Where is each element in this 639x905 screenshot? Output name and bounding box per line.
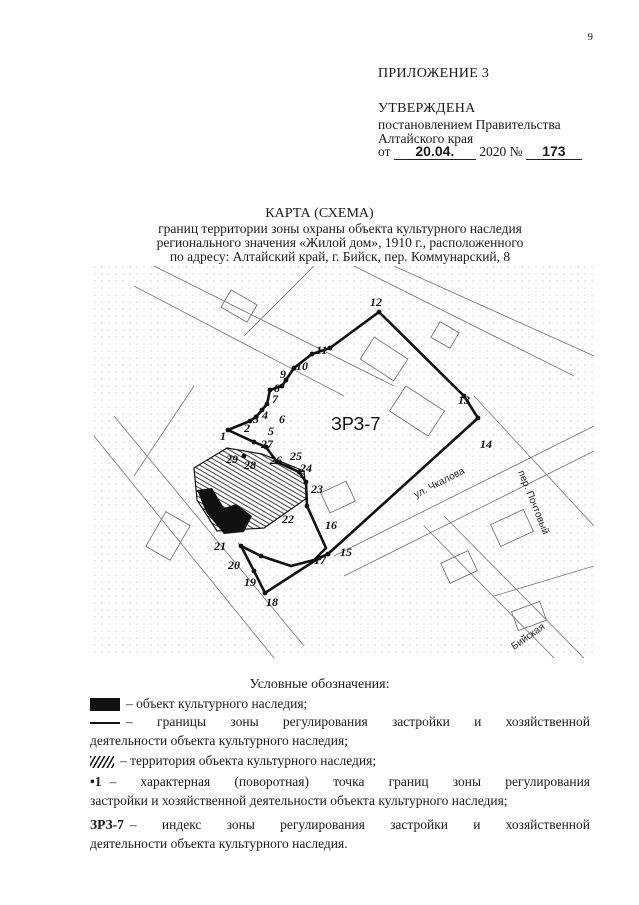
street-label-pochtovy: пер. Почтовый: [515, 469, 551, 537]
legend-text-point-2: застройки и хозяйственной деятельности объекта культурного наследия;: [90, 793, 508, 808]
point-label-6: 6: [279, 412, 285, 426]
approved-label: УТВЕРЖДЕНА: [378, 101, 476, 116]
map-subtitle: [100, 222, 580, 264]
number-field: [526, 144, 582, 160]
point-symbol: •1: [90, 774, 102, 789]
point-label-24: 24: [300, 461, 312, 475]
point-label-7: 7: [272, 392, 278, 406]
subtitle-line-3: по адресу: Алтайский край, г. Бийск, пер. Коммунарский, 8: [169, 249, 511, 264]
legend-text-zone-1: – индекс зоны регулирования застройки и хозяйственной: [129, 817, 590, 832]
approved-region-line: Алтайского края: [378, 131, 474, 146]
point-label-29: 29: [226, 452, 238, 466]
point-label-27: 27: [261, 437, 273, 451]
appendix-label: ПРИЛОЖЕНИЕ 3: [378, 66, 490, 81]
handwritten-number: 173: [542, 143, 566, 159]
black-square-symbol: [90, 698, 120, 711]
boundary-line-symbol: [90, 722, 120, 724]
point-label-17: 17: [314, 553, 326, 567]
point-label-4: 4: [262, 408, 268, 422]
subtitle-line-2: регионального значения «Жилой дом», 1910 г., расположенного: [156, 235, 524, 250]
point-label-28: 28: [244, 458, 256, 472]
number-sign: №: [509, 144, 523, 159]
legend-text-boundary-1: – границы зоны регулирования застройки и хозяйственной: [126, 714, 590, 729]
page-number: 9: [587, 31, 593, 43]
legend-item-zone-index: [90, 815, 590, 853]
approved-by-line: постановлением Правительства: [378, 117, 561, 132]
point-label-9: 9: [280, 367, 286, 381]
hatch-symbol: [90, 756, 114, 768]
zone-index-symbol: ЗРЗ-7: [90, 817, 124, 832]
point-label-16: 16: [325, 518, 337, 532]
point-label-11: 11: [316, 343, 328, 357]
map-title: КАРТА (СХЕМА): [265, 206, 374, 221]
point-label-21: 21: [214, 539, 226, 553]
point-label-23: 23: [311, 482, 323, 496]
point-label-22: 22: [282, 512, 294, 526]
legend-heading: Условные обозначения:: [249, 677, 390, 692]
legend-item-boundary: [90, 712, 590, 750]
handwritten-date: 20.04.: [415, 143, 455, 159]
point-label-5: 5: [268, 424, 274, 438]
point-label-10: 10: [296, 359, 308, 373]
street-label-biyskaya: Бийская: [509, 621, 548, 653]
street-label-chkalova: ул. Чкалова: [412, 465, 467, 501]
point-label-2: 2: [244, 421, 250, 435]
date-prefix: от: [378, 144, 391, 159]
point-label-26: 26: [270, 453, 282, 467]
point-label-20: 20: [228, 558, 240, 572]
point-label-18: 18: [266, 595, 278, 609]
legend-item-object: [90, 694, 590, 713]
zone-index-label: ЗРЗ-7: [331, 414, 381, 434]
point-label-14: 14: [480, 437, 492, 451]
point-label-12: 12: [370, 295, 382, 309]
map-svg: [94, 266, 594, 658]
point-label-1: 1: [220, 429, 226, 443]
legend-text-zone-2: деятельности объекта культурного наследия.: [90, 836, 348, 851]
point-label-15: 15: [340, 545, 352, 559]
point-label-19: 19: [244, 575, 256, 589]
map-background: [94, 266, 594, 658]
date-field: [394, 144, 476, 160]
legend-text-boundary-2: деятельности объекта культурного наследия;: [90, 733, 348, 748]
point-label-13: 13: [458, 393, 470, 407]
cadastral-map: [94, 266, 594, 658]
year: 2020: [479, 144, 507, 159]
legend-text-territory: – территория объекта культурного наследия;: [120, 753, 377, 768]
legend-text-object: – объект культурного наследия;: [126, 696, 308, 711]
legend-item-point: [90, 772, 590, 810]
subtitle-line-1: границ территории зоны охраны объекта культурного наследия: [158, 221, 522, 236]
point-label-25: 25: [290, 449, 302, 463]
point-label-3: 3: [253, 412, 259, 426]
approval-date-line: [378, 144, 582, 160]
legend-text-point-1: – характерная (поворотная) точка границ зоны регулирования: [109, 774, 590, 789]
point-label-8: 8: [274, 381, 280, 395]
legend-item-territory: [90, 751, 590, 770]
